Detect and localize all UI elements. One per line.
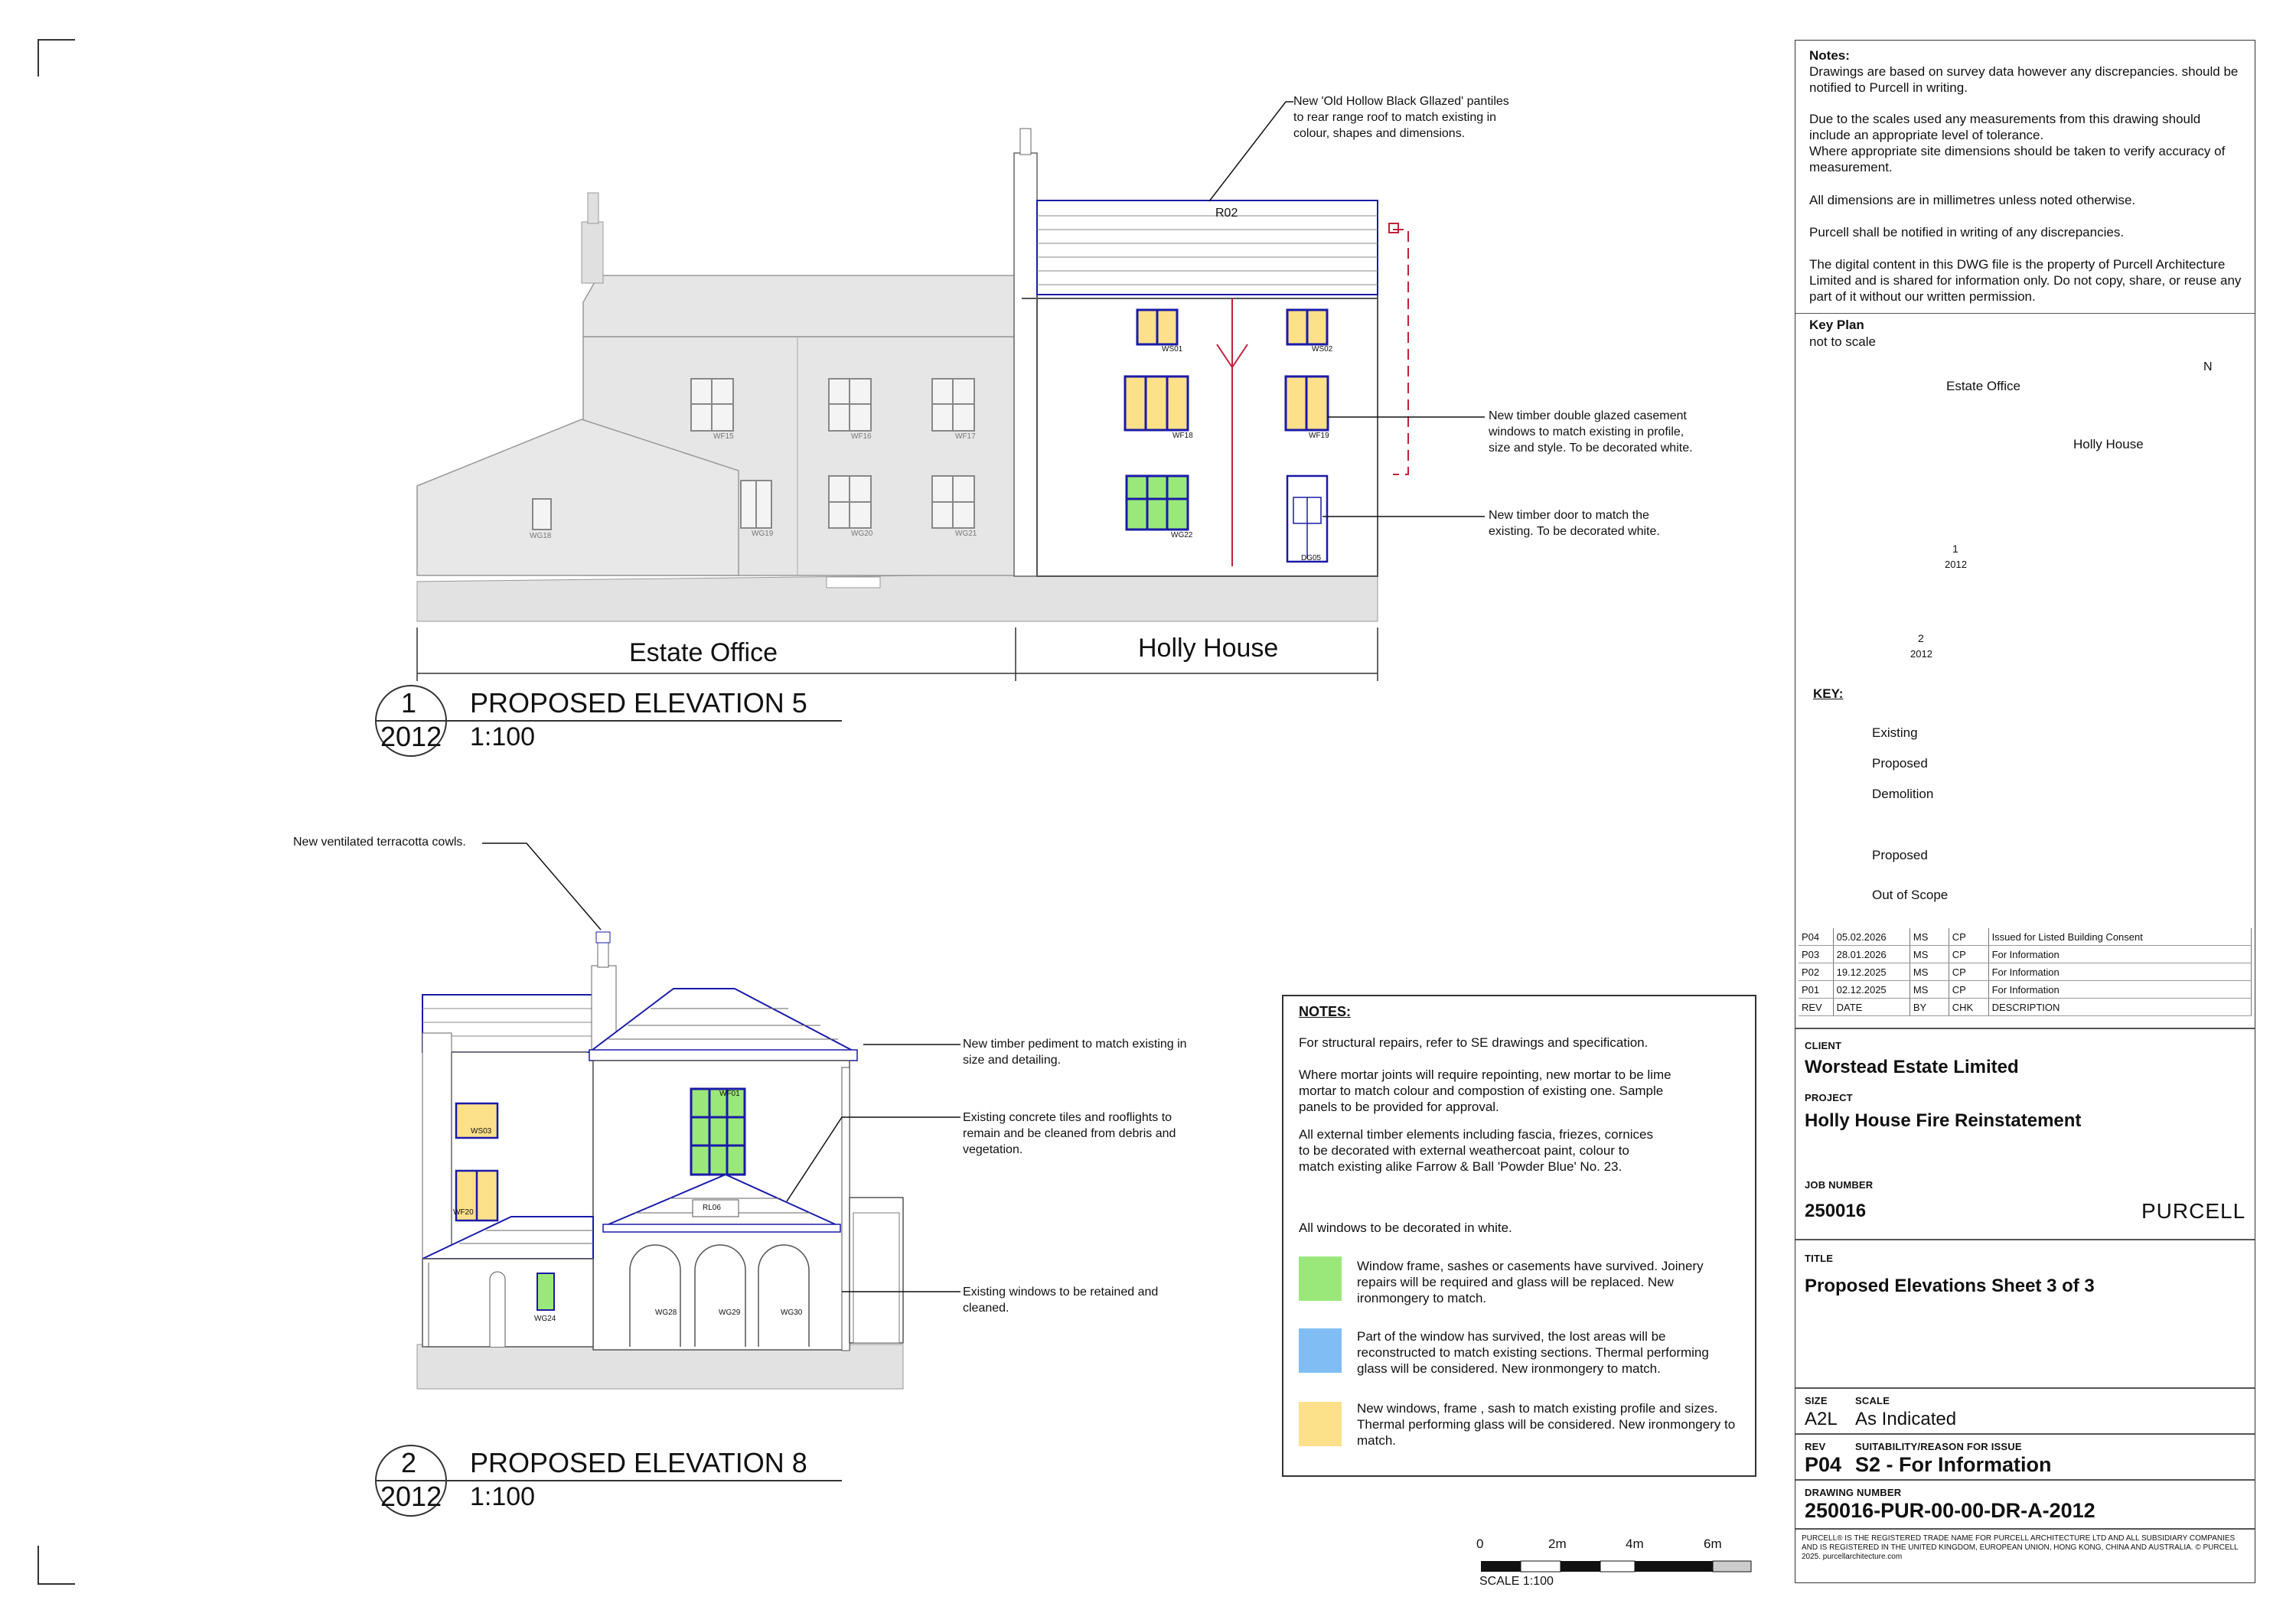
revision-cell: For Information	[1988, 981, 2251, 999]
annotation-concrete-tiles: Existing concrete tiles and rooflights to remain and be cleaned from debris and vegetation.	[963, 1111, 1176, 1156]
key-callout-1-num: 1	[1952, 543, 1958, 555]
window-tag: WF18	[1172, 432, 1193, 440]
revision-table	[1799, 928, 2252, 1016]
annotation-casement-windows: New timber double glazed casement windows to match existing in profile, size and style. To be decorated white.	[1489, 409, 1693, 455]
elevation-5-drawing	[417, 102, 1485, 681]
revision-cell: CP	[1949, 963, 1988, 981]
key-plan-subtitle: not to scale	[1809, 334, 1876, 349]
elevation-2-number: 2	[401, 1447, 417, 1478]
key-proposed: Proposed	[1872, 756, 1928, 771]
drawing-number-label: DRAWING NUMBER	[1805, 1487, 1902, 1498]
revision-cell: For Information	[1988, 963, 2251, 981]
revision-cell: MS	[1910, 981, 1949, 999]
note-mortar: Where mortar joints will require repointing, new mortar to be lime mortar to match colour and compostion of existing one. Sample panels to be provided for approval.	[1299, 1067, 1671, 1114]
revision-cell: P04	[1799, 928, 1833, 946]
window-tag: WF17	[955, 432, 976, 441]
scale-tick: 6m	[1704, 1537, 1722, 1551]
revision-header-cell: BY	[1910, 999, 1949, 1016]
revision-cell: 05.02.2026	[1833, 928, 1910, 946]
sheet-scale: As Indicated	[1855, 1409, 1957, 1429]
revision-cell: 19.12.2025	[1833, 963, 1910, 981]
elevation-1-sheet: 2012	[380, 721, 442, 752]
window-tag: WG20	[851, 530, 873, 538]
elevation-2-title: PROPOSED ELEVATION 8	[470, 1447, 807, 1478]
revision-cell: 28.01.2026	[1833, 946, 1910, 963]
revision-cell: P02	[1799, 963, 1833, 981]
window-tag: WS03	[471, 1127, 492, 1136]
legend-text-green: Window frame, sashes or casements have survived. Joinery repairs will be required and glass will be replaced. New ironmongery to match.	[1357, 1259, 1704, 1305]
revision-row	[1799, 928, 2252, 946]
label-holly-house: Holly House	[1138, 634, 1279, 663]
legend-swatch-blue	[1299, 1328, 1342, 1373]
door-tag: DG05	[1301, 554, 1322, 562]
project-name: Holly House Fire Reinstatement	[1805, 1110, 2082, 1131]
window-tag: WG19	[752, 530, 774, 538]
elevation-2-sheet: 2012	[380, 1481, 442, 1512]
note-windows: All windows to be decorated in white.	[1299, 1221, 1512, 1235]
roof-tag-r02: R02	[1215, 207, 1238, 220]
window-tag: WG18	[530, 532, 552, 540]
window-tag: WG21	[955, 530, 977, 538]
scale-tick: 4m	[1626, 1537, 1644, 1551]
window-tag: RL06	[703, 1204, 721, 1212]
purcell-logo-text: PURCELL	[2141, 1199, 2246, 1223]
window-tag: WG24	[534, 1315, 556, 1323]
window-tag: WF19	[1309, 432, 1329, 440]
key-demolition: Demolition	[1872, 787, 1934, 801]
window-tag: WS02	[1312, 345, 1333, 354]
window-tag: WF16	[851, 432, 872, 441]
revision-row	[1799, 963, 2252, 981]
revision-header-cell: CHK	[1949, 999, 1988, 1016]
note-timber: All external timber elements including fascia, friezes, cornices to be decorated with external weathercoat paint, colour to match existing alike Farrow & Ball 'Powder Blue' No. 23.	[1299, 1127, 1653, 1174]
legend-swatch-green	[1299, 1256, 1342, 1301]
key-plan-holly-label: Holly House	[2073, 437, 2144, 451]
notes-top-para: Purcell shall be notified in writing of any discrepancies.	[1809, 225, 2125, 240]
revision-row	[1799, 946, 2252, 963]
elevation-1-title: PROPOSED ELEVATION 5	[470, 687, 807, 719]
annotation-windows-retained: Existing windows to be retained and cleaned.	[963, 1286, 1159, 1315]
client-label: CLIENT	[1805, 1040, 1842, 1051]
note-structural: For structural repairs, refer to SE drawings and specification.	[1299, 1035, 1649, 1050]
notes-top-para: All dimensions are in millimetres unless noted otherwise.	[1809, 193, 2136, 207]
revision-cell: For Information	[1988, 946, 2251, 963]
notes-heading: NOTES:	[1299, 1004, 1352, 1019]
scale-bar	[1481, 1561, 1751, 1572]
drawing-title: Proposed Elevations Sheet 3 of 3	[1805, 1276, 2095, 1296]
scale-field-label: SCALE	[1855, 1395, 1890, 1406]
revision-header-row	[1799, 999, 2252, 1016]
key-plan-title: Key Plan	[1809, 318, 1864, 332]
notes-top-para: The digital content in this DWG file is the property of Purcell Architecture Limited and is shared for information only. Do not copy, share, or reuse any part of it without our written permission.	[1809, 257, 2242, 304]
job-number-label: JOB NUMBER	[1805, 1179, 1874, 1191]
key-callout-1-sheet: 2012	[1945, 559, 1967, 570]
scale-tick: 0	[1476, 1537, 1484, 1551]
key-callout-2-num: 2	[1918, 632, 1924, 644]
label-estate-office: Estate Office	[629, 638, 778, 667]
revision-cell: CP	[1949, 946, 1988, 963]
key-title: KEY:	[1813, 686, 1844, 701]
elevation-1-number: 1	[401, 687, 417, 719]
suitability-label: SUITABILITY/REASON FOR ISSUE	[1855, 1441, 2022, 1452]
title-block	[1795, 40, 2255, 1583]
annotation-terracotta-cowls: New ventilated terracotta cowls.	[293, 836, 466, 849]
annotation-timber-door: New timber door to match the existing. To be decorated white.	[1489, 509, 1660, 538]
legend-swatch-yellow	[1299, 1402, 1342, 1446]
revision-header-cell: DESCRIPTION	[1988, 999, 2251, 1016]
key-fill-out-of-scope: Out of Scope	[1872, 888, 1949, 902]
notes-top-para: Due to the scales used any measurements from this drawing should include an appropriate level of tolerance. Where appropriate site dimensions should be taken to verify accuracy of measurement.	[1809, 112, 2226, 174]
rev-label: REV	[1805, 1441, 1826, 1452]
revision-row	[1799, 981, 2252, 999]
scale-label: SCALE 1:100	[1479, 1575, 1554, 1588]
notes-box	[1282, 995, 1756, 1477]
title-label: TITLE	[1805, 1253, 1834, 1264]
window-tag: WG29	[719, 1309, 741, 1317]
sheet-size: A2L	[1805, 1409, 1838, 1429]
legend-text-blue: Part of the window has survived, the lost areas will be reconstructed to match existing sections. Thermal performing glass will be considered. New ironmongery to match.	[1357, 1329, 1709, 1376]
revision-header-cell: REV	[1799, 999, 1833, 1016]
revision-cell: P01	[1799, 981, 1833, 999]
job-number: 250016	[1805, 1201, 1867, 1221]
key-fill-proposed: Proposed	[1872, 848, 1928, 862]
key-existing: Existing	[1872, 725, 1918, 740]
window-tag: WF15	[713, 432, 734, 441]
window-tag: WG28	[655, 1309, 677, 1317]
revision-cell: MS	[1910, 928, 1949, 946]
window-tag: WG30	[781, 1309, 803, 1317]
revision-code: P04	[1805, 1453, 1842, 1476]
revision-cell: CP	[1949, 981, 1988, 999]
window-tag: WS01	[1162, 345, 1183, 354]
notes-top-heading: Notes:	[1809, 48, 1850, 63]
project-label: PROJECT	[1805, 1092, 1853, 1103]
revision-header-cell: DATE	[1833, 999, 1910, 1016]
notes-top-para: Drawings are based on survey data however any discrepancies. should be notified to Purcell in writing.	[1809, 64, 2239, 95]
revision-cell: MS	[1910, 946, 1949, 963]
revision-cell: CP	[1949, 928, 1988, 946]
key-plan-estate-label: Estate Office	[1946, 379, 2021, 393]
annotation-timber-pediment: New timber pediment to match existing in size and detailing.	[963, 1038, 1187, 1067]
window-tag: WF20	[453, 1208, 474, 1217]
elevation-8-drawing	[417, 843, 960, 1389]
revision-cell: P03	[1799, 946, 1833, 963]
annotation-roof-pantiles: New 'Old Hollow Black Gllazed' pantiles to rear range roof to match existing in colour, shapes and dimensions.	[1293, 95, 1509, 140]
size-label: SIZE	[1805, 1395, 1828, 1406]
revision-cell: Issued for Listed Building Consent	[1988, 928, 2251, 946]
elevation-1-scale: 1:100	[470, 722, 536, 751]
window-tag: WG22	[1171, 531, 1193, 539]
footer-legal: PURCELL® IS THE REGISTERED TRADE NAME FOR PURCELL ARCHITECTURE LTD AND ALL SUBSIDIARY COMPANIES AND IS REGISTERED IN THE UNITED KINGDOM, EUROPEAN UNION, HONG KONG, CHINA AND AUSTRALIA. © PURCELL 2025. purcellarchitecture.com	[1802, 1534, 2239, 1561]
client-name: Worstead Estate Limited	[1805, 1057, 2019, 1077]
suitability-status: S2 - For Information	[1855, 1453, 2052, 1476]
revision-cell: 02.12.2025	[1833, 981, 1910, 999]
drawing-number: 250016-PUR-00-00-DR-A-2012	[1805, 1499, 2095, 1522]
elevation-2-scale: 1:100	[470, 1482, 536, 1511]
scale-tick: 2m	[1548, 1537, 1567, 1551]
legend-text-yellow: New windows, frame , sash to match existing profile and sizes. Thermal performing glass will be considered. New ironmongery to match.	[1357, 1401, 1736, 1448]
window-tag: WF01	[719, 1090, 740, 1098]
north-arrow-label: N	[2203, 360, 2213, 373]
key-callout-2-sheet: 2012	[1910, 648, 1932, 660]
revision-cell: MS	[1910, 963, 1949, 981]
